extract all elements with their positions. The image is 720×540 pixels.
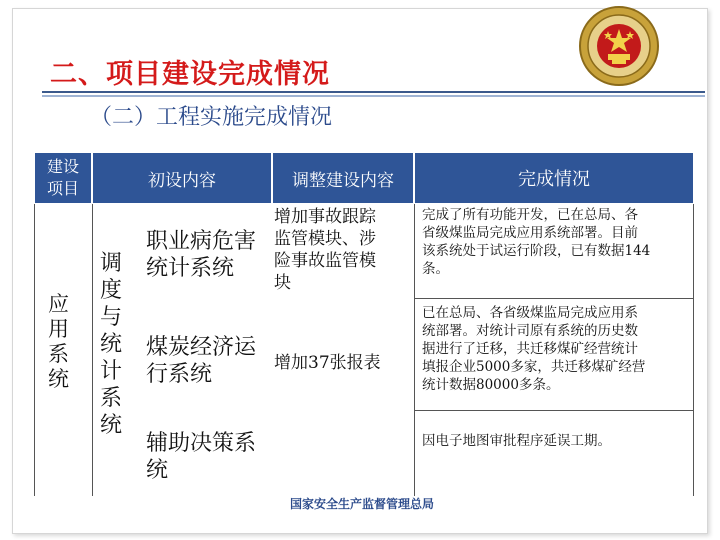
adjusted-line: 险事故监管模 [274,251,376,271]
header-project-line1: 建设 [46,157,79,176]
table-divider-3 [414,204,415,496]
initial-line: 辅助决策系 [146,431,257,456]
slide-subtitle: （二）工程实施完成情况 [90,105,333,130]
adjusted-line: 块 [274,273,291,293]
table-body [34,204,694,496]
adjusted-line: 增加事故跟踪 [274,207,376,227]
completion-row1 [422,206,690,278]
initial-line: 统 [146,458,169,483]
row-separator-2 [414,410,694,411]
initial-line: 职业病危害 [146,229,257,254]
table-border-left [34,204,35,496]
completion-line: 条。 [422,261,449,277]
completion-line: 该系统处于试运行阶段，已有数据144 [422,243,651,259]
adjust-char: 计 [100,359,123,384]
initial-line: 行系统 [146,362,213,387]
project-name [48,292,69,392]
completion-line: 统计数据80000多条。 [422,377,560,393]
project-char: 统 [48,367,69,391]
completion-line: 统部署。对统计司原有系统的历史数 [422,323,638,339]
title-rule-secondary [42,95,705,97]
header-completion: 完成情况 [414,152,694,204]
adjusted-line: 监管模块、涉 [274,229,376,249]
initial-line: 煤炭经济运 [146,335,257,360]
initial-content-row2 [146,334,256,388]
adjust-system-name [100,250,122,439]
slide-title: 二、项目建设完成情况 [50,59,330,90]
completion-line: 省级煤监局完成应用系统部署。目前 [422,225,638,241]
header-project [34,152,92,204]
table-divider-1 [92,204,93,496]
adjusted-content-row1 [274,206,376,294]
completion-line: 因电子地图审批程序延误工期。 [422,433,611,449]
project-char: 用 [48,317,69,341]
initial-content-row1 [146,228,256,282]
adjusted-content-row2 [274,348,381,373]
adjust-char: 统 [100,413,123,438]
header-adjusted: 调整建设内容 [272,152,414,204]
header-project-line2: 项目 [46,179,79,198]
initial-line: 统计系统 [146,256,235,281]
adjust-char: 度 [100,278,123,303]
footer-organization: 国家安全生产监督管理总局 [290,497,435,511]
project-char: 系 [48,342,69,366]
header-initial: 初设内容 [92,152,272,204]
emblem-icon [578,5,660,87]
completion-row3 [422,432,690,450]
completion-line: 据进行了迁移，共迁移煤矿经营统计 [422,341,638,357]
title-rule [42,91,705,93]
adjusted-line: 增加37张报表 [274,353,381,373]
completion-line: 完成了所有功能开发，已在总局、各 [422,207,638,223]
row-separator-1 [414,298,694,299]
completion-row2 [422,304,690,394]
adjust-char: 调 [100,251,123,276]
completion-line: 填报企业5000多家，共迁移煤矿经营 [422,359,646,375]
project-char: 应 [48,292,69,316]
initial-content-row3 [146,430,256,484]
table-border-right [693,204,694,496]
adjust-char: 统 [100,332,123,357]
completion-line: 已在总局、各省级煤监局完成应用系 [422,305,638,321]
adjust-char: 系 [100,386,123,411]
adjust-char: 与 [100,305,123,330]
